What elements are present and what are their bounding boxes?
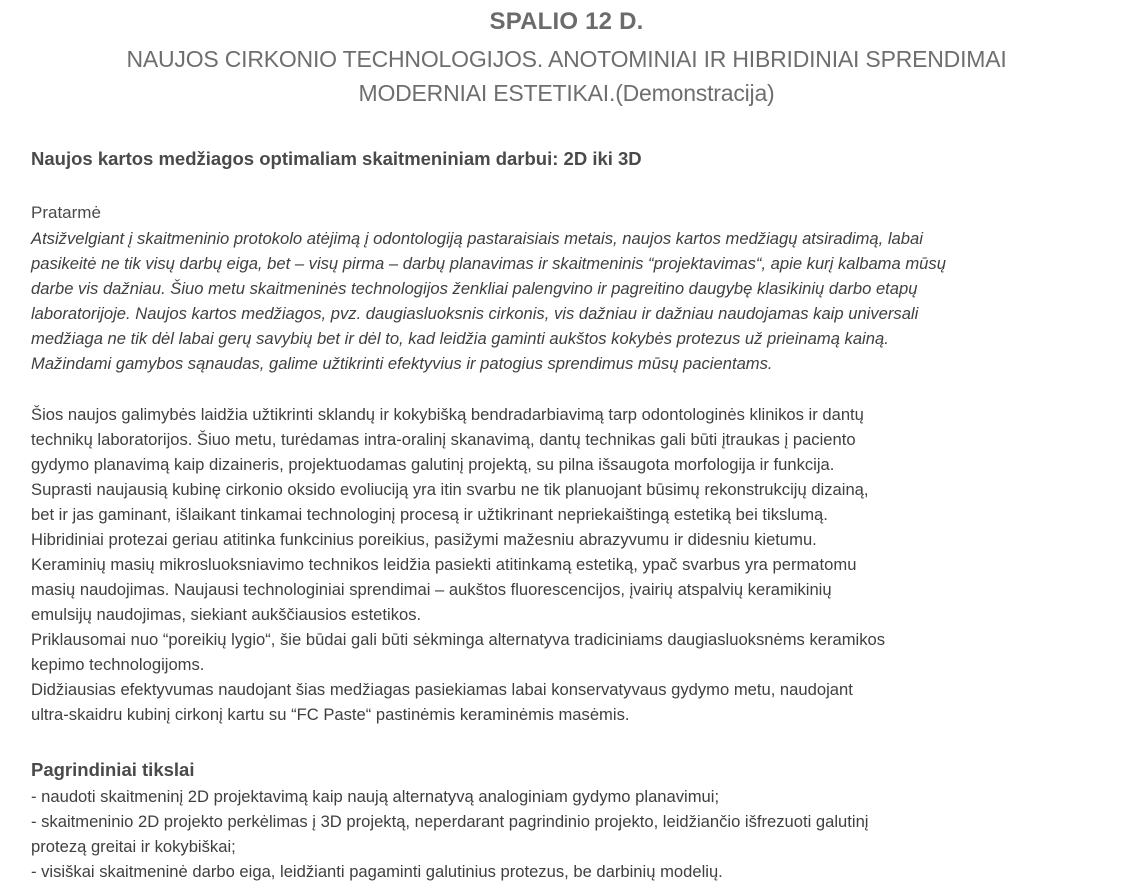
body-line: Didžiausias efektyvumas naudojant šias medžiagas pasiekiamas labai konservatyvaus gydymo metu, naudojant (31, 680, 853, 699)
body-line: Keraminių masių mikrosluoksniavimo technikos leidžia pasiekti atitinkamą estetiką, ypač svarbus yra permatomu (31, 555, 857, 574)
body-line: technikų laboratorijos. Šiuo metu, turėdamas intra-oralinį skanavimą, dantų technikas gali būti įtraukas į paciento (31, 430, 856, 449)
event-title-line: MODERNIAI ESTETIKAI.(Demonstracija) (358, 80, 775, 106)
event-title (40, 42, 1093, 110)
preface-paragraph (31, 226, 1121, 376)
preface-label: Pratarmė (31, 203, 101, 222)
goal-item: protezą greitai ir kokybiškai; (31, 837, 236, 856)
preface-line: medžiaga ne tik dėl labai gerų savybių bet ir dėl to, kad leidžia gaminti aukštos kokybės protezus už prieinamą kainą. (31, 329, 889, 348)
body-line: masių naudojimas. Naujausi technologiniai sprendimai – aukštos fluorescencijos, įvairių atspalvių keramikinių (31, 580, 832, 599)
goal-item: - visiškai skaitmeninė darbo eiga, leidžianti pagaminti galutinius protezus, be darbinių modelių. (31, 862, 723, 881)
section-subheading: Naujos kartos medžiagos optimaliam skaitmeniniam darbui: 2D iki 3D (31, 148, 642, 169)
body-line: Šios naujos galimybės laidžia užtikrinti sklandų ir kokybišką bendradarbiavimą tarp odontologinės klinikos ir dantų (31, 405, 864, 424)
body-line: Hibridiniai protezai geriau atitinka funkcinius poreikius, pasižymi mažesniu abrazyvumu ir didesniu kietumu. (31, 530, 817, 549)
goals-heading: Pagrindiniai tikslai (31, 759, 195, 780)
preface-line: laboratorijoje. Naujos kartos medžiagos, pvz. daugiasluoksnis cirkonis, vis dažniau ir dažniau naudojamas kaip universali (31, 304, 919, 323)
body-line: emulsijų naudojimas, siekiant aukščiausios estetikos. (31, 605, 422, 624)
goal-item: - naudoti skaitmeninį 2D projektavimą kaip naują alternatyvą analoginiam gydymo planavimui; (31, 787, 720, 806)
body-line: gydymo planavimą kaip dizaineris, projektuodamas galutinį projektą, su pilna išsaugota morfologija ir funkcija. (31, 455, 835, 474)
goal-item: - skaitmeninio 2D projekto perkėlimas į 3D projektą, neperdarant pagrindinio projekto, leidžiančio išfrezuoti galutinį (31, 812, 869, 831)
preface-line: Mažindami gamybos sąnaudas, galime užtikrinti efektyvius ir patogius sprendimus mūsų pacientams. (31, 354, 773, 373)
body-line: Priklausomai nuo “poreikių lygio“, šie būdai gali būti sėkminga alternatyva tradiciniams daugiasluoksnėms keramikos (31, 630, 886, 649)
preface-line: darbe vis dažniau. Šiuo metu skaitmeninės technologijos ženkliai palengvino ir pagreitino daugybę klasikinių darbo etapų (31, 279, 918, 298)
preface-line: pasikeitė ne tik visų darbų eiga, bet – visų pirma – darbų planavimas ir skaitmeninis “projektavimas“, apie kurį kalbama mūsų (31, 254, 946, 273)
body-line: Suprasti naujausią kubinę cirkonio oksido evoliuciją yra itin svarbu ne tik planuojant būsimų rekonstrukcijų dizainą, (31, 480, 869, 499)
body-paragraph (31, 402, 1121, 727)
event-date: SPALIO 12 D. (489, 8, 644, 35)
event-title-line: NAUJOS CIRKONIO TECHNOLOGIJOS. ANOTOMINIAI IR HIBRIDINIAI SPRENDIMAI (126, 46, 1007, 72)
preface-line: Atsižvelgiant į skaitmeninio protokolo atėjimą į odontologiją pastaraisiais metais, naujos kartos medžiagų atsiradimą, labai (31, 229, 923, 248)
body-line: bet ir jas gaminant, išlaikant tinkamai technologinį procesą ir užtikrinant nepriekaištingą estetiką bei tikslumą. (31, 505, 828, 524)
body-line: kepimo technologijoms. (31, 655, 205, 674)
body-line: ultra-skaidru kubinį cirkonį kartu su “FC Paste“ pastinėmis keraminėmis masėmis. (31, 705, 630, 724)
goals-list (31, 784, 1121, 884)
